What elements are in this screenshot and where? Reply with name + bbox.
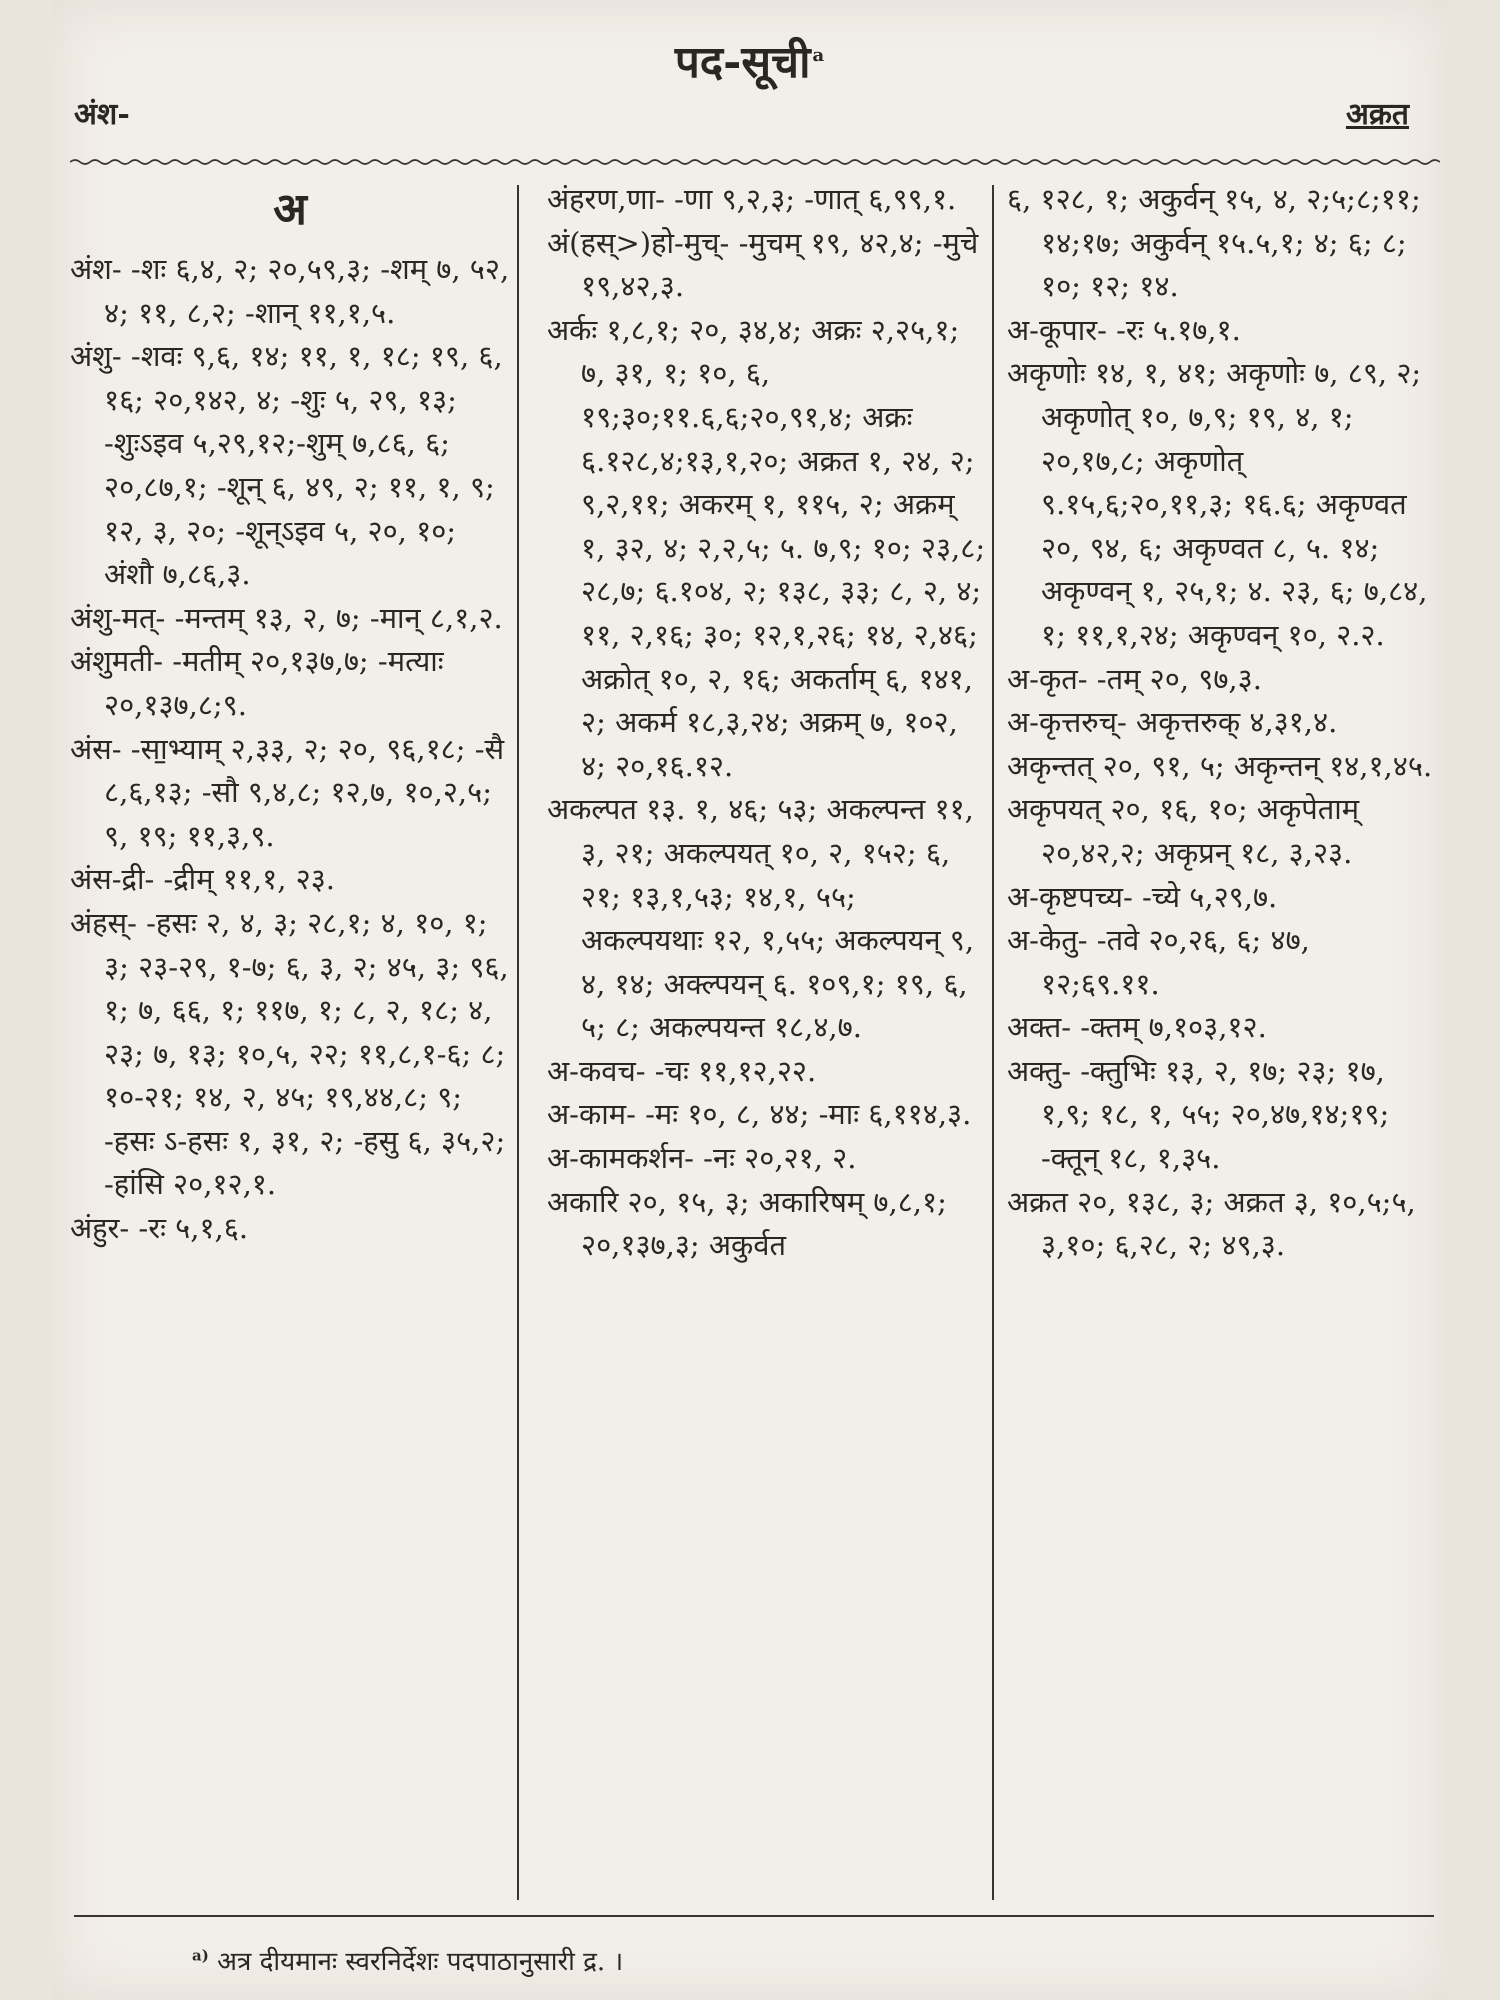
running-head-left: अंश-	[74, 97, 130, 132]
entry: अर्कः १,८,१; २०, ३४,४; अक्रः २,२५,१; ७, ३१, १; १०, ६, १९;३०;११.६,६;२०,९१,४; अक्रः ६.१२८,४;१३,१,२०; अक्रत १, २४, २; ९,२,११; अकरम् १, ११५, २; अक्रम् १, ३२, ४; २,२,५; ५. ७,९; १०; २३,८; २८,७; ६.१०४, २; १३८, ३३; ८, २, ४; ११, २,१६; ३०; १२,१,२६; १४, २,४६; अक्रोत् १०, २, १६; अकर्ताम् ६, १४१, २; अकर्म १८,३,२४; अक्रम् ७, १०२, ४; २०,१६.१२.	[547, 312, 986, 783]
entry: अंशुमती- -मतीम् २०,१३७,७; -मत्याः २०,१३७,८;९.	[70, 644, 444, 722]
column-1	[70, 178, 510, 1251]
column-divider-1	[517, 185, 519, 1900]
entry: अक्त- -क्तम् ७,१०३,१२.	[1007, 1010, 1267, 1045]
entry: अंशु- -शवः ९,६, १४; ११, १, १८; १९, ६, १६; २०,१४२, ४; -शुः ५, २९, १३; -शुःऽइव ५,२९,१२;-शुम् ७,८६, ६; २०,८७,१; -शून् ६, ४९, २; ११, १, ९; १२, ३, २०; -शून्ऽइव ५, २०, १०; अंशौ ७,८६,३.	[70, 339, 503, 592]
entry: अकारि २०, १५, ३; अकारिषम् ७,८,१; २०,१३७,३; अकुर्वत	[547, 1184, 947, 1263]
entry: अ-कूपार- -रः ५.१७,१.	[1007, 312, 1241, 347]
running-head-right: अक्रत	[1345, 97, 1409, 132]
entry: अ-कृष्टपच्य- -च्ये ५,२९,७.	[1007, 879, 1278, 914]
entry: अकल्पत १३. १, ४६; ५३; अकल्पन्त ११, ३, २१; अकल्पयत् १०, २, १५२; ६, २१; १३,१,५३; १४,१, ५५; अकल्पयथाः १२, १,५५; अकल्पयन् ९, ४, १४; अक्ल्पयन् ६. १०९,१; १९, ६, ५; ८; अकल्पयन्त १८,४,७.	[547, 792, 975, 1045]
footnote-mark: a)	[192, 1946, 209, 1965]
wavy-divider	[70, 158, 1440, 166]
entry: अं(हस्>)हो-मुच्- -मुचम् १९, ४२,४; -मुचे १९,४२,३.	[547, 225, 979, 304]
column-3	[1007, 178, 1437, 1268]
entry: अ-कवच- -चः ११,१२,२२.	[547, 1053, 817, 1088]
entry: अंहस्- -हसः २, ४, ३; २८,१; ४, १०, १; ३; २३-२९, १-७; ६, ३, २; ४५, ३; ९६, १; ७, ६६, १; ११७, १; ८, २, १८; ४, २३; ७, १३; १०,५, २२; ११,८,१-६; ८; १०-२१; १४, २, ४५; १९,४४,८; ९; -हसः ऽ-हसः १, ३१, २; -हसु ६, ३५,२; -हांसि २०,१२,१.	[70, 905, 509, 1202]
entry: अ-कृत्तरुच्- अकृत्तरुक् ४,३१,४.	[1007, 705, 1338, 740]
entry: अंश- -शः ६,४, २; २०,५९,३; -शम् ७, ५२, ४; ११, ८,२; -शान् ११,१,५.	[70, 252, 510, 330]
entry: ६, १२८, १; अकुर्वन् १५, ४, २;५;८;११; १४;१७; अकुर्वन् १५.५,१; ४; ६; ८; १०; १२; १४.	[1007, 182, 1421, 304]
entry: अक्रत २०, १३८, ३; अक्रत ३, १०,५;५, ३,१०; ६,२८, २; ४९,३.	[1007, 1184, 1416, 1263]
footer-divider	[74, 1915, 1434, 1917]
entry: अंहरण,णा- -णा ९,२,३; -णात् ६,९९,१.	[547, 182, 957, 216]
title-footnote-mark: a	[812, 45, 825, 67]
page-title-text: पद-सूची	[674, 37, 811, 88]
entry: अंहुर- -रः ५,१,६.	[70, 1211, 249, 1246]
footnote	[192, 1942, 623, 1978]
entry: अक्तु- -क्तुभिः १३, २, १७; २३; १७, १,९; १८, १, ५५; २०,४७,१४;१९; -क्तून् १८, १,३५.	[1007, 1053, 1390, 1176]
entry: अकृणोः १४, १, ४१; अकृणोः ७, ८९, २; अकृणोत् १०, ७,९; १९, ४, १; २०,१७,८; अकृणोत् ९.१५,६;२०,११,३; १६.६; अकृण्वत २०, ९४, ६; अकृण्वत ८, ५. १४; अकृण्वन् १, २५,१; ४. २३, ६; ७,८४, १; ११,१,२४; अकृण्वन् १०, २.२.	[1007, 356, 1428, 652]
section-letter: अ	[273, 184, 307, 235]
page-title	[52, 30, 1447, 90]
entry: अ-काम- -मः १०, ८, ४४; -माः ६,११४,३.	[547, 1097, 972, 1132]
entry: अकृपयत् २०, १६, १०; अकृपेताम् २०,४२,२; अकृप्रन् १८, ३,२३.	[1007, 792, 1360, 870]
entry: अंशु-मत्- -मन्तम् १३, २, ७; -मान् ८,१,२.	[70, 600, 503, 635]
dictionary-page	[52, 0, 1447, 2000]
entry: अ-कृत- -तम् २०, ९७,३.	[1007, 661, 1262, 696]
entry: अकृन्तत् २०, ९१, ५; अकृन्तन् १४,१,४५.	[1007, 748, 1433, 783]
footnote-text: अत्र दीयमानः स्वरनिर्देशः पदपाठानुसारी द्र. ।	[217, 1947, 624, 1977]
entry: अ-कामकर्शन- -नः २०,२१, २.	[547, 1141, 857, 1176]
entry: अंस- -सा॒भ्याम् २,३३, २; २०, ९६,१८; -सै ८,६,१३; -सौ ९,४,८; १२,७, १०,२,५; ९, १९; ११,३,९.	[70, 731, 505, 853]
entry: अंस-द्री- -द्रीम् ११,१, २३.	[70, 862, 336, 897]
column-2	[547, 178, 987, 1268]
entry: अ-केतु- -तवे २०,२६, ६; ४७, १२;६९.११.	[1007, 923, 1310, 1001]
column-divider-2	[992, 185, 994, 1900]
